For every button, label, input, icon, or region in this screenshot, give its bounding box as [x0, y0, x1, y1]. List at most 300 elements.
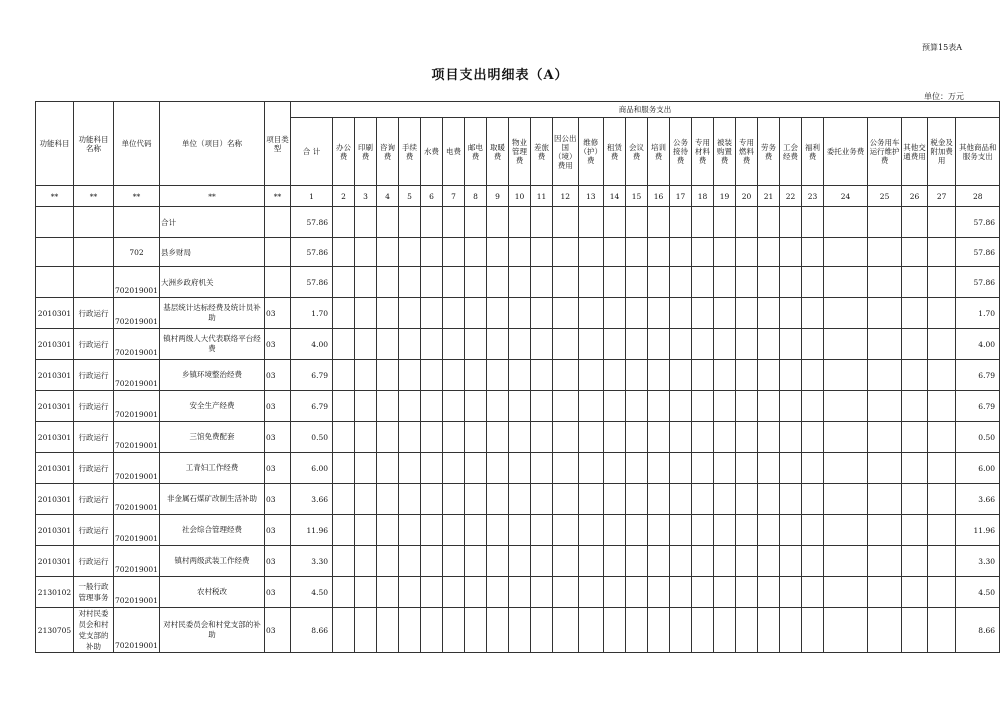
empty-cell: [736, 238, 758, 267]
empty-cell: [802, 453, 824, 484]
empty-cell: [824, 608, 868, 653]
empty-cell: [824, 546, 868, 577]
func-code-cell: 2130102: [36, 577, 74, 608]
total-cell: 57.86: [291, 207, 333, 238]
empty-cell: [736, 360, 758, 391]
empty-cell: [902, 608, 928, 653]
empty-cell: [927, 207, 956, 238]
empty-cell: [553, 267, 579, 298]
unit-code-cell: 702019001: [114, 515, 160, 546]
empty-cell: [553, 577, 579, 608]
empty-cell: [333, 298, 355, 329]
empty-cell: [399, 329, 421, 360]
col-func-code: 功能科目: [36, 102, 74, 186]
empty-cell: [648, 546, 670, 577]
unit-name-cell: 对村民委员会和村党支部的补助: [160, 608, 265, 653]
total-cell: 6.79: [291, 391, 333, 422]
empty-cell: [758, 453, 780, 484]
unit-label: 单位：万元: [924, 92, 964, 101]
empty-cell: [824, 515, 868, 546]
empty-cell: [578, 391, 604, 422]
empty-cell: [758, 207, 780, 238]
col-number-16: 16: [648, 186, 670, 207]
empty-cell: [927, 515, 956, 546]
unit-code-cell: 702019001: [114, 577, 160, 608]
col-header-24: 委托业务费: [824, 118, 868, 186]
total-cell: 6.00: [291, 453, 333, 484]
item-type-cell: 03: [265, 577, 291, 608]
empty-cell: [824, 577, 868, 608]
empty-cell: [604, 546, 626, 577]
empty-cell: [927, 329, 956, 360]
col-number-20: 20: [736, 186, 758, 207]
empty-cell: [604, 515, 626, 546]
col-header-1: 合 计: [291, 118, 333, 186]
func-name-cell: 一般行政管理事务: [74, 577, 114, 608]
empty-cell: [648, 267, 670, 298]
func-code-cell: 2010301: [36, 391, 74, 422]
empty-cell: [509, 238, 531, 267]
empty-cell: [802, 360, 824, 391]
unit-name-cell: 镇村两级武装工作经费: [160, 546, 265, 577]
expense-table: [35, 101, 1000, 653]
empty-cell: [604, 608, 626, 653]
empty-cell: [626, 207, 648, 238]
empty-cell: [487, 267, 509, 298]
empty-cell: [626, 608, 648, 653]
empty-cell: [868, 577, 902, 608]
empty-cell: [714, 329, 736, 360]
empty-cell: [399, 453, 421, 484]
empty-cell: [465, 360, 487, 391]
func-code-cell: [36, 238, 74, 267]
empty-cell: [902, 391, 928, 422]
empty-cell: [802, 391, 824, 422]
empty-cell: [553, 360, 579, 391]
empty-cell: [868, 422, 902, 453]
unit-code-cell: 702019001: [114, 484, 160, 515]
empty-cell: [465, 453, 487, 484]
empty-cell: [736, 484, 758, 515]
col-number-4: 4: [377, 186, 399, 207]
empty-cell: [648, 422, 670, 453]
empty-cell: [333, 391, 355, 422]
empty-cell: [421, 422, 443, 453]
func-code-cell: 2130705: [36, 608, 74, 653]
func-code-cell: 2010301: [36, 484, 74, 515]
other-expense-cell: 8.66: [956, 608, 1000, 653]
empty-cell: [714, 608, 736, 653]
empty-cell: [465, 391, 487, 422]
empty-cell: [465, 515, 487, 546]
empty-cell: [780, 577, 802, 608]
empty-cell: [802, 515, 824, 546]
table-row: [36, 298, 1000, 329]
empty-cell: [333, 515, 355, 546]
empty-cell: [802, 267, 824, 298]
empty-cell: [824, 267, 868, 298]
empty-cell: [714, 207, 736, 238]
other-expense-cell: 0.50: [956, 422, 1000, 453]
empty-cell: [399, 546, 421, 577]
empty-cell: [714, 515, 736, 546]
empty-cell: [692, 329, 714, 360]
empty-cell: [377, 577, 399, 608]
empty-cell: [714, 267, 736, 298]
empty-cell: [531, 298, 553, 329]
col-header-2: 办公费: [333, 118, 355, 186]
col-number-1: 1: [291, 186, 333, 207]
empty-cell: [692, 267, 714, 298]
func-name-cell: 行政运行: [74, 546, 114, 577]
empty-cell: [902, 267, 928, 298]
empty-cell: [670, 207, 692, 238]
empty-cell: [758, 267, 780, 298]
empty-cell: [553, 298, 579, 329]
unit-name-cell: 农村税改: [160, 577, 265, 608]
empty-cell: [443, 207, 465, 238]
empty-cell: [736, 546, 758, 577]
item-type-cell: 03: [265, 546, 291, 577]
empty-cell: [692, 515, 714, 546]
empty-cell: [578, 298, 604, 329]
empty-cell: [802, 422, 824, 453]
empty-cell: [736, 577, 758, 608]
empty-cell: [421, 298, 443, 329]
empty-cell: [399, 207, 421, 238]
empty-cell: [714, 391, 736, 422]
empty-cell: [333, 207, 355, 238]
empty-cell: [333, 422, 355, 453]
empty-cell: [443, 577, 465, 608]
empty-cell: [604, 238, 626, 267]
empty-cell: [824, 422, 868, 453]
col-number-3: 3: [355, 186, 377, 207]
unit-name-cell: 镇村两级人大代表联络平台经费: [160, 329, 265, 360]
item-type-cell: 03: [265, 391, 291, 422]
empty-cell: [604, 391, 626, 422]
func-code-cell: 2010301: [36, 453, 74, 484]
page-title: 项目支出明细表（A）: [431, 68, 569, 83]
empty-cell: [399, 577, 421, 608]
empty-cell: [377, 546, 399, 577]
col-group-goods-services: 商品和服务支出: [291, 102, 1000, 118]
empty-cell: [714, 577, 736, 608]
empty-cell: [736, 329, 758, 360]
unit-name-cell: 三馆免费配套: [160, 422, 265, 453]
empty-cell: [902, 360, 928, 391]
empty-cell: [553, 238, 579, 267]
empty-cell: [399, 484, 421, 515]
empty-cell: [443, 238, 465, 267]
empty-cell: [604, 484, 626, 515]
empty-cell: [465, 207, 487, 238]
empty-cell: [626, 391, 648, 422]
empty-cell: [531, 329, 553, 360]
empty-cell: [648, 453, 670, 484]
col-number-10: 10: [509, 186, 531, 207]
empty-cell: [714, 298, 736, 329]
col-number-26: 26: [902, 186, 928, 207]
empty-cell: [868, 484, 902, 515]
empty-cell: [487, 298, 509, 329]
empty-cell: [902, 207, 928, 238]
empty-cell: [377, 422, 399, 453]
col-header-18: 专用材料费: [692, 118, 714, 186]
unit-name-cell: 安全生产经费: [160, 391, 265, 422]
empty-cell: [648, 329, 670, 360]
empty-cell: [377, 453, 399, 484]
empty-cell: [399, 391, 421, 422]
unit-code-cell: 702019001: [114, 329, 160, 360]
empty-cell: [670, 329, 692, 360]
empty-cell: [355, 267, 377, 298]
empty-cell: [626, 329, 648, 360]
col-header-20: 专用燃料费: [736, 118, 758, 186]
empty-cell: [355, 515, 377, 546]
func-name-cell: 行政运行: [74, 329, 114, 360]
other-expense-cell: 3.30: [956, 546, 1000, 577]
empty-cell: [333, 360, 355, 391]
empty-cell: [868, 207, 902, 238]
empty-cell: [465, 484, 487, 515]
empty-cell: [758, 577, 780, 608]
col-header-7: 电费: [443, 118, 465, 186]
empty-cell: [553, 391, 579, 422]
empty-cell: [868, 546, 902, 577]
total-cell: 11.96: [291, 515, 333, 546]
col-number-17: 17: [670, 186, 692, 207]
empty-cell: [692, 391, 714, 422]
table-row: [36, 267, 1000, 298]
empty-cell: [333, 453, 355, 484]
empty-cell: [553, 546, 579, 577]
empty-cell: [509, 391, 531, 422]
empty-cell: [509, 546, 531, 577]
empty-cell: [927, 298, 956, 329]
stars-cell: **: [160, 186, 265, 207]
empty-cell: [902, 329, 928, 360]
empty-cell: [692, 577, 714, 608]
empty-cell: [604, 267, 626, 298]
stars-cell: **: [74, 186, 114, 207]
item-type-cell: 03: [265, 453, 291, 484]
empty-cell: [377, 329, 399, 360]
empty-cell: [780, 422, 802, 453]
empty-cell: [824, 484, 868, 515]
empty-cell: [377, 360, 399, 391]
empty-cell: [758, 391, 780, 422]
empty-cell: [648, 515, 670, 546]
empty-cell: [670, 546, 692, 577]
func-code-cell: 2010301: [36, 329, 74, 360]
empty-cell: [927, 484, 956, 515]
col-header-28: 其他商品和服务支出: [956, 118, 1000, 186]
empty-cell: [333, 484, 355, 515]
empty-cell: [578, 238, 604, 267]
empty-cell: [670, 360, 692, 391]
empty-cell: [824, 298, 868, 329]
empty-cell: [465, 267, 487, 298]
empty-cell: [531, 391, 553, 422]
empty-cell: [868, 515, 902, 546]
empty-cell: [626, 422, 648, 453]
col-header-8: 邮电费: [465, 118, 487, 186]
table-row: [36, 453, 1000, 484]
col-number-28: 28: [956, 186, 1000, 207]
empty-cell: [355, 207, 377, 238]
col-header-9: 取暖费: [487, 118, 509, 186]
empty-cell: [714, 484, 736, 515]
empty-cell: [670, 577, 692, 608]
empty-cell: [868, 391, 902, 422]
empty-cell: [736, 391, 758, 422]
empty-cell: [714, 238, 736, 267]
table-row: [36, 422, 1000, 453]
empty-cell: [802, 238, 824, 267]
empty-cell: [399, 608, 421, 653]
empty-cell: [902, 453, 928, 484]
empty-cell: [333, 577, 355, 608]
empty-cell: [355, 238, 377, 267]
empty-cell: [421, 577, 443, 608]
empty-cell: [902, 298, 928, 329]
col-number-25: 25: [868, 186, 902, 207]
empty-cell: [692, 207, 714, 238]
empty-cell: [868, 329, 902, 360]
empty-cell: [758, 608, 780, 653]
empty-cell: [465, 577, 487, 608]
empty-cell: [377, 298, 399, 329]
empty-cell: [443, 298, 465, 329]
col-header-23: 福利费: [802, 118, 824, 186]
col-header-12: 因公出国（境）费用: [553, 118, 579, 186]
col-header-15: 会议费: [626, 118, 648, 186]
empty-cell: [578, 360, 604, 391]
empty-cell: [531, 546, 553, 577]
stars-cell: **: [265, 186, 291, 207]
table-row: [36, 391, 1000, 422]
empty-cell: [780, 515, 802, 546]
other-expense-cell: 4.50: [956, 577, 1000, 608]
empty-cell: [868, 267, 902, 298]
item-type-cell: 03: [265, 608, 291, 653]
empty-cell: [443, 422, 465, 453]
empty-cell: [780, 484, 802, 515]
empty-cell: [902, 515, 928, 546]
empty-cell: [692, 608, 714, 653]
empty-cell: [758, 360, 780, 391]
empty-cell: [355, 484, 377, 515]
col-header-5: 手续费: [399, 118, 421, 186]
empty-cell: [553, 329, 579, 360]
empty-cell: [824, 360, 868, 391]
empty-cell: [648, 484, 670, 515]
empty-cell: [780, 207, 802, 238]
unit-name-cell: 社会综合管理经费: [160, 515, 265, 546]
empty-cell: [487, 391, 509, 422]
col-number-2: 2: [333, 186, 355, 207]
empty-cell: [604, 577, 626, 608]
table-row: [36, 329, 1000, 360]
empty-cell: [421, 329, 443, 360]
empty-cell: [487, 238, 509, 267]
col-header-6: 水费: [421, 118, 443, 186]
empty-cell: [648, 360, 670, 391]
empty-cell: [802, 207, 824, 238]
empty-cell: [604, 329, 626, 360]
col-number-27: 27: [927, 186, 956, 207]
empty-cell: [421, 484, 443, 515]
empty-cell: [736, 207, 758, 238]
other-expense-cell: 57.86: [956, 238, 1000, 267]
col-header-10: 物业管理费: [509, 118, 531, 186]
empty-cell: [780, 267, 802, 298]
empty-cell: [531, 422, 553, 453]
empty-cell: [692, 238, 714, 267]
item-type-cell: 03: [265, 484, 291, 515]
empty-cell: [377, 515, 399, 546]
empty-cell: [509, 298, 531, 329]
total-cell: 1.70: [291, 298, 333, 329]
empty-cell: [758, 298, 780, 329]
empty-cell: [531, 453, 553, 484]
stars-cell: **: [36, 186, 74, 207]
empty-cell: [333, 238, 355, 267]
stars-cell: **: [114, 186, 160, 207]
empty-cell: [758, 546, 780, 577]
empty-cell: [648, 608, 670, 653]
empty-cell: [670, 422, 692, 453]
empty-cell: [927, 391, 956, 422]
empty-cell: [824, 391, 868, 422]
empty-cell: [758, 329, 780, 360]
table-row: [36, 608, 1000, 653]
total-cell: 4.00: [291, 329, 333, 360]
empty-cell: [377, 484, 399, 515]
empty-cell: [780, 453, 802, 484]
form-number: 预算15表A: [922, 43, 962, 52]
func-name-cell: [74, 238, 114, 267]
empty-cell: [355, 422, 377, 453]
empty-cell: [868, 608, 902, 653]
empty-cell: [355, 608, 377, 653]
empty-cell: [487, 453, 509, 484]
empty-cell: [421, 238, 443, 267]
empty-cell: [692, 298, 714, 329]
empty-cell: [927, 267, 956, 298]
empty-cell: [868, 360, 902, 391]
item-type-cell: 03: [265, 329, 291, 360]
empty-cell: [902, 577, 928, 608]
col-number-13: 13: [578, 186, 604, 207]
empty-cell: [670, 484, 692, 515]
empty-cell: [626, 360, 648, 391]
empty-cell: [443, 360, 465, 391]
col-number-11: 11: [531, 186, 553, 207]
empty-cell: [509, 360, 531, 391]
total-cell: 4.50: [291, 577, 333, 608]
col-number-22: 22: [780, 186, 802, 207]
empty-cell: [355, 453, 377, 484]
empty-cell: [487, 515, 509, 546]
func-name-cell: 行政运行: [74, 422, 114, 453]
empty-cell: [355, 577, 377, 608]
unit-name-cell: 合计: [160, 207, 265, 238]
empty-cell: [927, 422, 956, 453]
empty-cell: [670, 238, 692, 267]
empty-cell: [692, 422, 714, 453]
